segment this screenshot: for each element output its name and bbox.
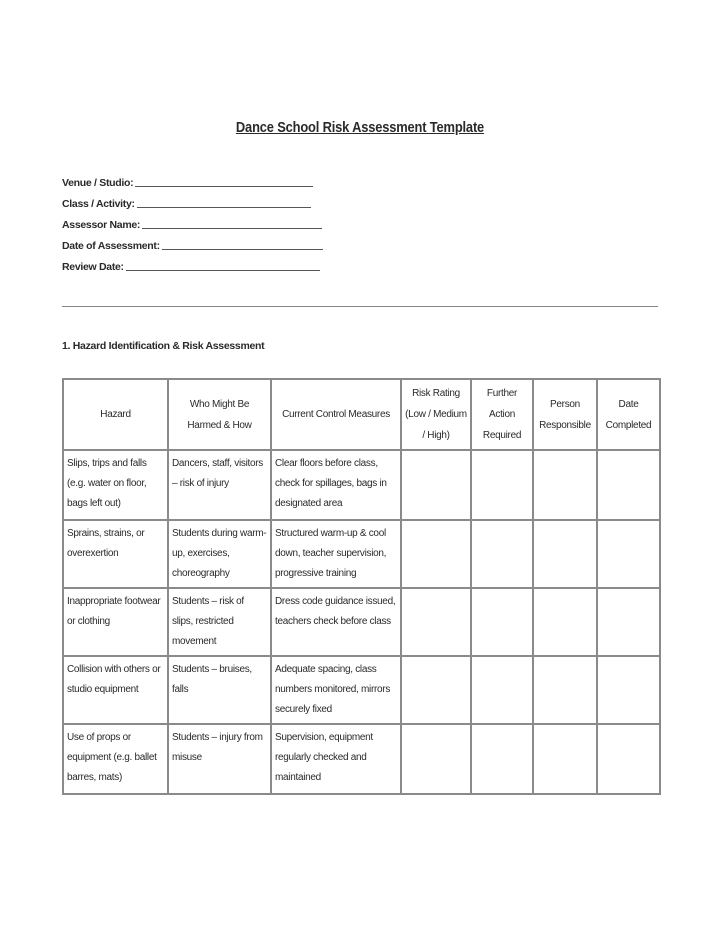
header-risk-rating: Risk Rating (Low / Medium / High) [401, 379, 471, 450]
further-action-cell[interactable] [471, 450, 533, 520]
hazard-cell: Slips, trips and falls (e.g. water on floor, bags left out) [63, 450, 168, 520]
who-harmed-cell: Dancers, staff, visitors – risk of injury [168, 450, 271, 520]
venue-label: Venue / Studio: [62, 177, 134, 189]
date-input-line [162, 247, 323, 250]
person-responsible-cell[interactable] [533, 520, 597, 588]
section-title: 1. Hazard Identification & Risk Assessment [62, 340, 265, 352]
hazard-cell: Use of props or equipment (e.g. ballet barres, mats) [63, 724, 168, 794]
control-measures-cell: Structured warm-up & cool down, teacher supervision, progressive training [271, 520, 401, 588]
who-harmed-cell: Students – bruises, falls [168, 656, 271, 724]
date-completed-cell[interactable] [597, 656, 660, 724]
risk-rating-cell[interactable] [401, 520, 471, 588]
class-label: Class / Activity: [62, 198, 135, 210]
header-person-responsible: Person Responsible [533, 379, 597, 450]
date-completed-cell[interactable] [597, 450, 660, 520]
table-row [63, 588, 660, 656]
review-field [62, 252, 323, 273]
class-input-line [137, 205, 311, 208]
risk-table [62, 378, 661, 795]
venue-input-line [135, 184, 313, 187]
review-label: Review Date: [62, 261, 124, 273]
header-hazard: Hazard [63, 379, 168, 450]
table-header-row [63, 379, 660, 450]
review-input-line [126, 268, 320, 271]
risk-rating-cell[interactable] [401, 450, 471, 520]
section-divider [62, 306, 658, 307]
date-completed-cell[interactable] [597, 588, 660, 656]
risk-rating-cell[interactable] [401, 588, 471, 656]
header-control-measures: Current Control Measures [271, 379, 401, 450]
control-measures-cell: Supervision, equipment regularly checked and maintained [271, 724, 401, 794]
control-measures-cell: Dress code guidance issued, teachers check before class [271, 588, 401, 656]
table-row [63, 450, 660, 520]
table-row [63, 724, 660, 794]
person-responsible-cell[interactable] [533, 656, 597, 724]
date-completed-cell[interactable] [597, 520, 660, 588]
risk-rating-cell[interactable] [401, 724, 471, 794]
further-action-cell[interactable] [471, 520, 533, 588]
control-measures-cell: Adequate spacing, class numbers monitored, mirrors securely fixed [271, 656, 401, 724]
header-who-harmed: Who Might Be Harmed & How [168, 379, 271, 450]
further-action-cell[interactable] [471, 588, 533, 656]
date-field [62, 231, 323, 252]
risk-rating-cell[interactable] [401, 656, 471, 724]
venue-field [62, 168, 323, 189]
table-row [63, 656, 660, 724]
further-action-cell[interactable] [471, 724, 533, 794]
who-harmed-cell: Students – risk of slips, restricted movement [168, 588, 271, 656]
person-responsible-cell[interactable] [533, 588, 597, 656]
further-action-cell[interactable] [471, 656, 533, 724]
hazard-cell: Inappropriate footwear or clothing [63, 588, 168, 656]
assessor-input-line [142, 226, 322, 229]
control-measures-cell: Clear floors before class, check for spillages, bags in designated area [271, 450, 401, 520]
assessor-label: Assessor Name: [62, 219, 141, 231]
hazard-cell: Collision with others or studio equipment [63, 656, 168, 724]
class-field [62, 189, 323, 210]
header-further-action: Further Action Required [471, 379, 533, 450]
who-harmed-cell: Students – injury from misuse [168, 724, 271, 794]
date-label: Date of Assessment: [62, 240, 160, 252]
who-harmed-cell: Students during warm-up, exercises, choreography [168, 520, 271, 588]
person-responsible-cell[interactable] [533, 724, 597, 794]
date-completed-cell[interactable] [597, 724, 660, 794]
hazard-cell: Sprains, strains, or overexertion [63, 520, 168, 588]
person-responsible-cell[interactable] [533, 450, 597, 520]
header-date-completed: Date Completed [597, 379, 660, 450]
table-row [63, 520, 660, 588]
header-fields [62, 168, 323, 273]
document-title: Dance School Risk Assessment Template [235, 119, 485, 136]
assessor-field [62, 210, 323, 231]
